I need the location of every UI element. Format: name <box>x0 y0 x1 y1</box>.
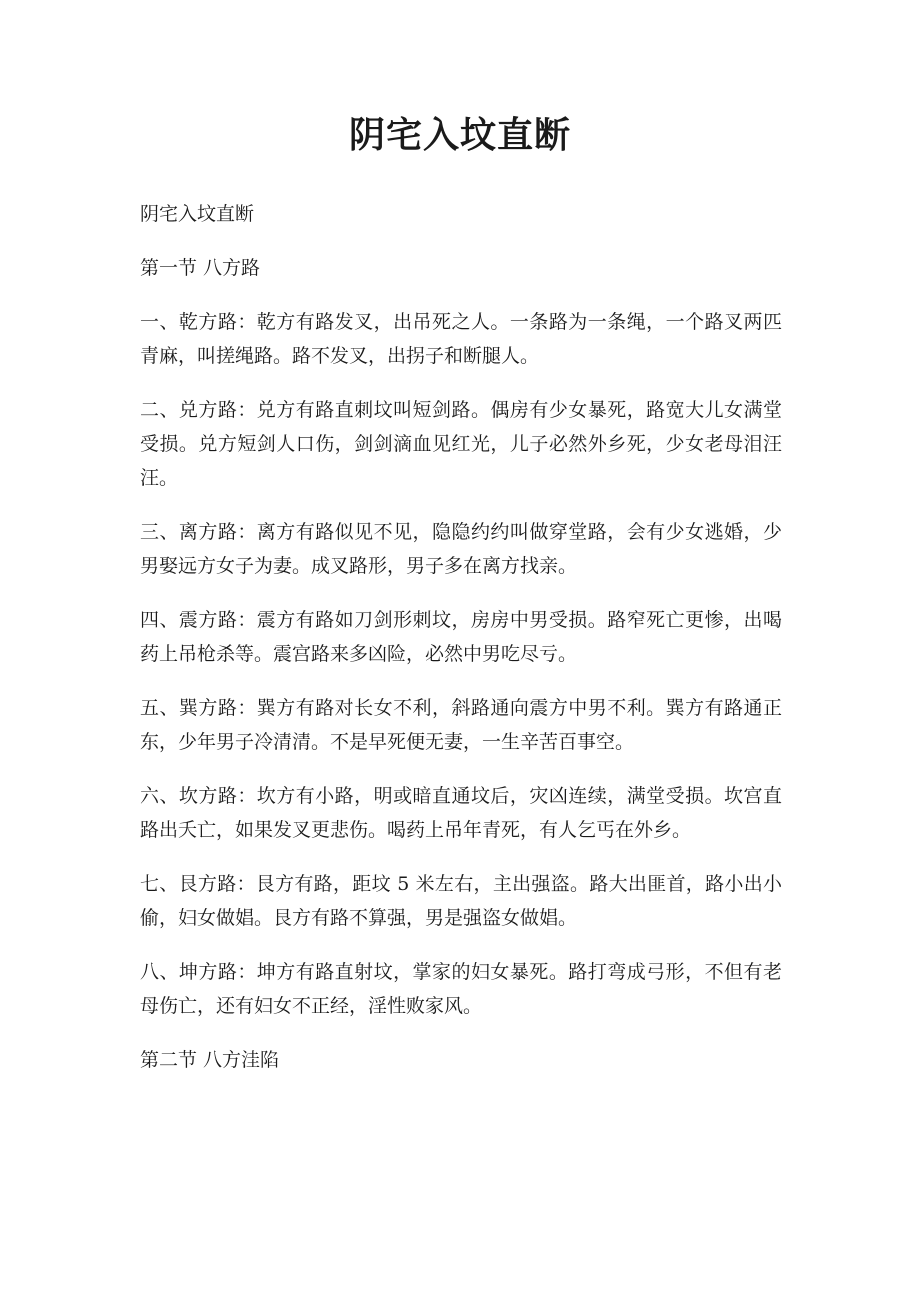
paragraph-kun: 八、坤方路：坤方有路直射坟，掌家的妇女暴死。路打弯成弓形，不但有老母伤亡，还有妇女不正经，淫性败家风。 <box>140 961 782 1017</box>
page-title: 阴宅入坟直断 <box>348 114 571 156</box>
section-heading-2: 第二节 八方洼陷 <box>140 1049 280 1071</box>
paragraph-kan: 六、坎方路：坎方有小路，明或暗直通坟后，灾凶连续，满堂受损。坎宫直路出夭亡，如果发叉更悲伤。喝药上吊年青死，有人乞丐在外乡。 <box>140 785 782 841</box>
paragraph-gen: 七、艮方路：艮方有路，距坟 5 米左右，主出强盗。路大出匪首，路小出小偷，妇女做娼。艮方有路不算强，男是强盗女做娼。 <box>140 873 782 929</box>
paragraph-zhen: 四、震方路：震方有路如刀剑形刺坟，房房中男受损。路窄死亡更惨，出喝药上吊枪杀等。震宫路来多凶险，必然中男吃尽亏。 <box>140 609 782 665</box>
paragraph-subtitle: 阴宅入坟直断 <box>140 203 255 225</box>
paragraph-dui: 二、兑方路：兑方有路直刺坟叫短剑路。偶房有少女暴死，路宽大儿女满堂受损。兑方短剑人口伤，剑剑滴血见红光，儿子必然外乡死，少女老母泪汪汪。 <box>140 399 782 489</box>
paragraph-qian: 一、乾方路：乾方有路发叉，出吊死之人。一条路为一条绳，一个路叉两匹青麻，叫搓绳路。路不发叉，出拐子和断腿人。 <box>140 311 782 367</box>
document-body <box>140 197 782 1097</box>
section-heading-1: 第一节 八方路 <box>140 257 261 279</box>
paragraph-xun: 五、巽方路：巽方有路对长女不利，斜路通向震方中男不利。巽方有路通正东，少年男子冷清清。不是早死便无妻，一生辛苦百事空。 <box>140 697 782 753</box>
paragraph-li: 三、离方路：离方有路似见不见，隐隐约约叫做穿堂路，会有少女逃婚，少男娶远方女子为妻。成叉路形，男子多在离方找亲。 <box>140 521 782 577</box>
